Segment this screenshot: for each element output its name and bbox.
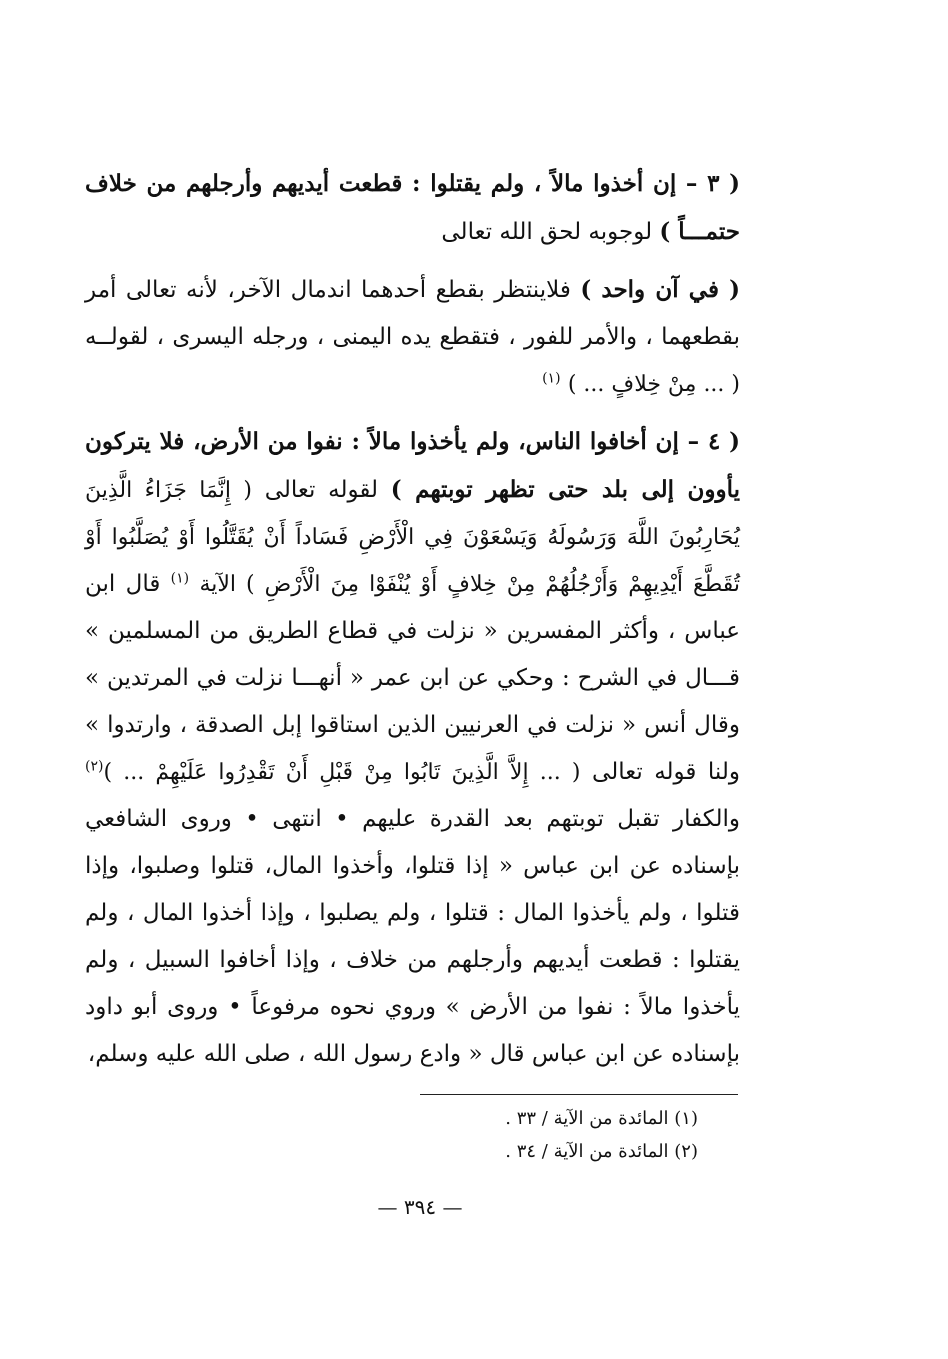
paragraph-1	[85, 160, 740, 256]
paragraph-2-quran: ( ... مِنْ خِلافٍ ... )	[567, 372, 740, 397]
footnotes	[298, 1102, 698, 1168]
paragraph-2-text: فلاينتظر بقطع أحدهما اندمال الآخر، لأنه تعالى أمر بقطعهما ، والأمر للفور ، فتقطع يده اليمنى ، ورجله اليسرى ، لقولــه	[85, 277, 740, 350]
paragraph-2	[85, 266, 740, 408]
paragraph-3-text-2: قال ابن عباس ، وأكثر المفسرين « نزلت في قطاع الطريق من المسلمين » قـــال في الشرح : وحكي عن ابن عمر « أنهـــا نزلت في المرتدين » وقال أنس « نزلت في العرنيين الذين استاقوا إبل الصدقة ، وارتدوا » ولنا قوله تعالى	[85, 571, 740, 785]
paragraph-3-text-3: والكفار تقبل توبتهم بعد القدرة عليهم • انتهى • وروى الشافعي بإسناده عن ابن عباس « إذا قتلوا، وأخذوا المال، قتلوا وصلبوا، وإذا قتلوا ، ولم يأخذوا المال : قتلوا ، ولم يصلبوا ، وإذا أخذوا المال ، ولم يقتلوا : قطعت أيديهم وأرجلهم من خلاف ، وإذا أخافوا السبيل ، ولم يأخذوا مالاً : نفوا من الأرض » وروي نحوه مرفوعاً • وروى أبو داود بإسناده عن ابن عباس قال « وادع رسول الله ، صلى الله عليه وسلم،	[85, 806, 740, 1067]
footnote-ref: (١)	[170, 570, 190, 587]
page-body	[85, 160, 740, 1088]
paragraph-1-text: لوجوبه لحق الله تعالى	[441, 219, 660, 245]
footnote-ref: (٢)	[85, 758, 104, 775]
paragraph-3	[85, 418, 740, 1078]
paragraph-3-heading: ( ٤ – إن أخافوا الناس، ولم يأخذوا مالاً : نفوا من الأرض، فلا يتركون يأوون إلى بلد حتى تظهر توبتهم )	[85, 428, 740, 503]
page-number: — ٣٩٤ —	[377, 1195, 463, 1219]
footnote-divider	[420, 1094, 738, 1095]
paragraph-3-quran-2: ( ... إِلاَّ الَّذِينَ تَابُوا مِنْ قَبْلِ أَنْ تَقْدِرُوا عَلَيْهِمْ ... )	[103, 760, 581, 785]
footnote-2: (٢) المائدة من الآية / ٣٤ .	[505, 1141, 698, 1162]
paragraph-3-text-1: لقوله تعالى	[251, 477, 391, 503]
footnote-1: (١) المائدة من الآية / ٣٣ .	[505, 1108, 698, 1129]
paragraph-3-quran-1: ( إِنَّمَا جَزَاءُ الَّذِينَ يُحَارِبُونَ اللَّهَ وَرَسُولَهُ وَيَسْعَوْنَ فِي الْأَرْضِ فَسَاداً أَنْ يُقَتَّلُوا أَوْ يُصَلَّبُوا أَوْ تُقَطَّعَ أَيْدِيهِمْ وَأَرْجُلُهُمْ مِنْ خِلافٍ أَوْ يُنْفَوْا مِنَ الْأَرْضِ ) الآية	[85, 478, 740, 597]
paragraph-1-heading: ( ٣ – إن أخذوا مالاً ، ولم يقتلوا : قطعت أيديهم وأرجلهم من خلاف حتمـــاً )	[85, 170, 740, 245]
footnote-ref: (١)	[542, 370, 561, 387]
paragraph-2-heading: ( في آن واحد )	[580, 276, 741, 303]
